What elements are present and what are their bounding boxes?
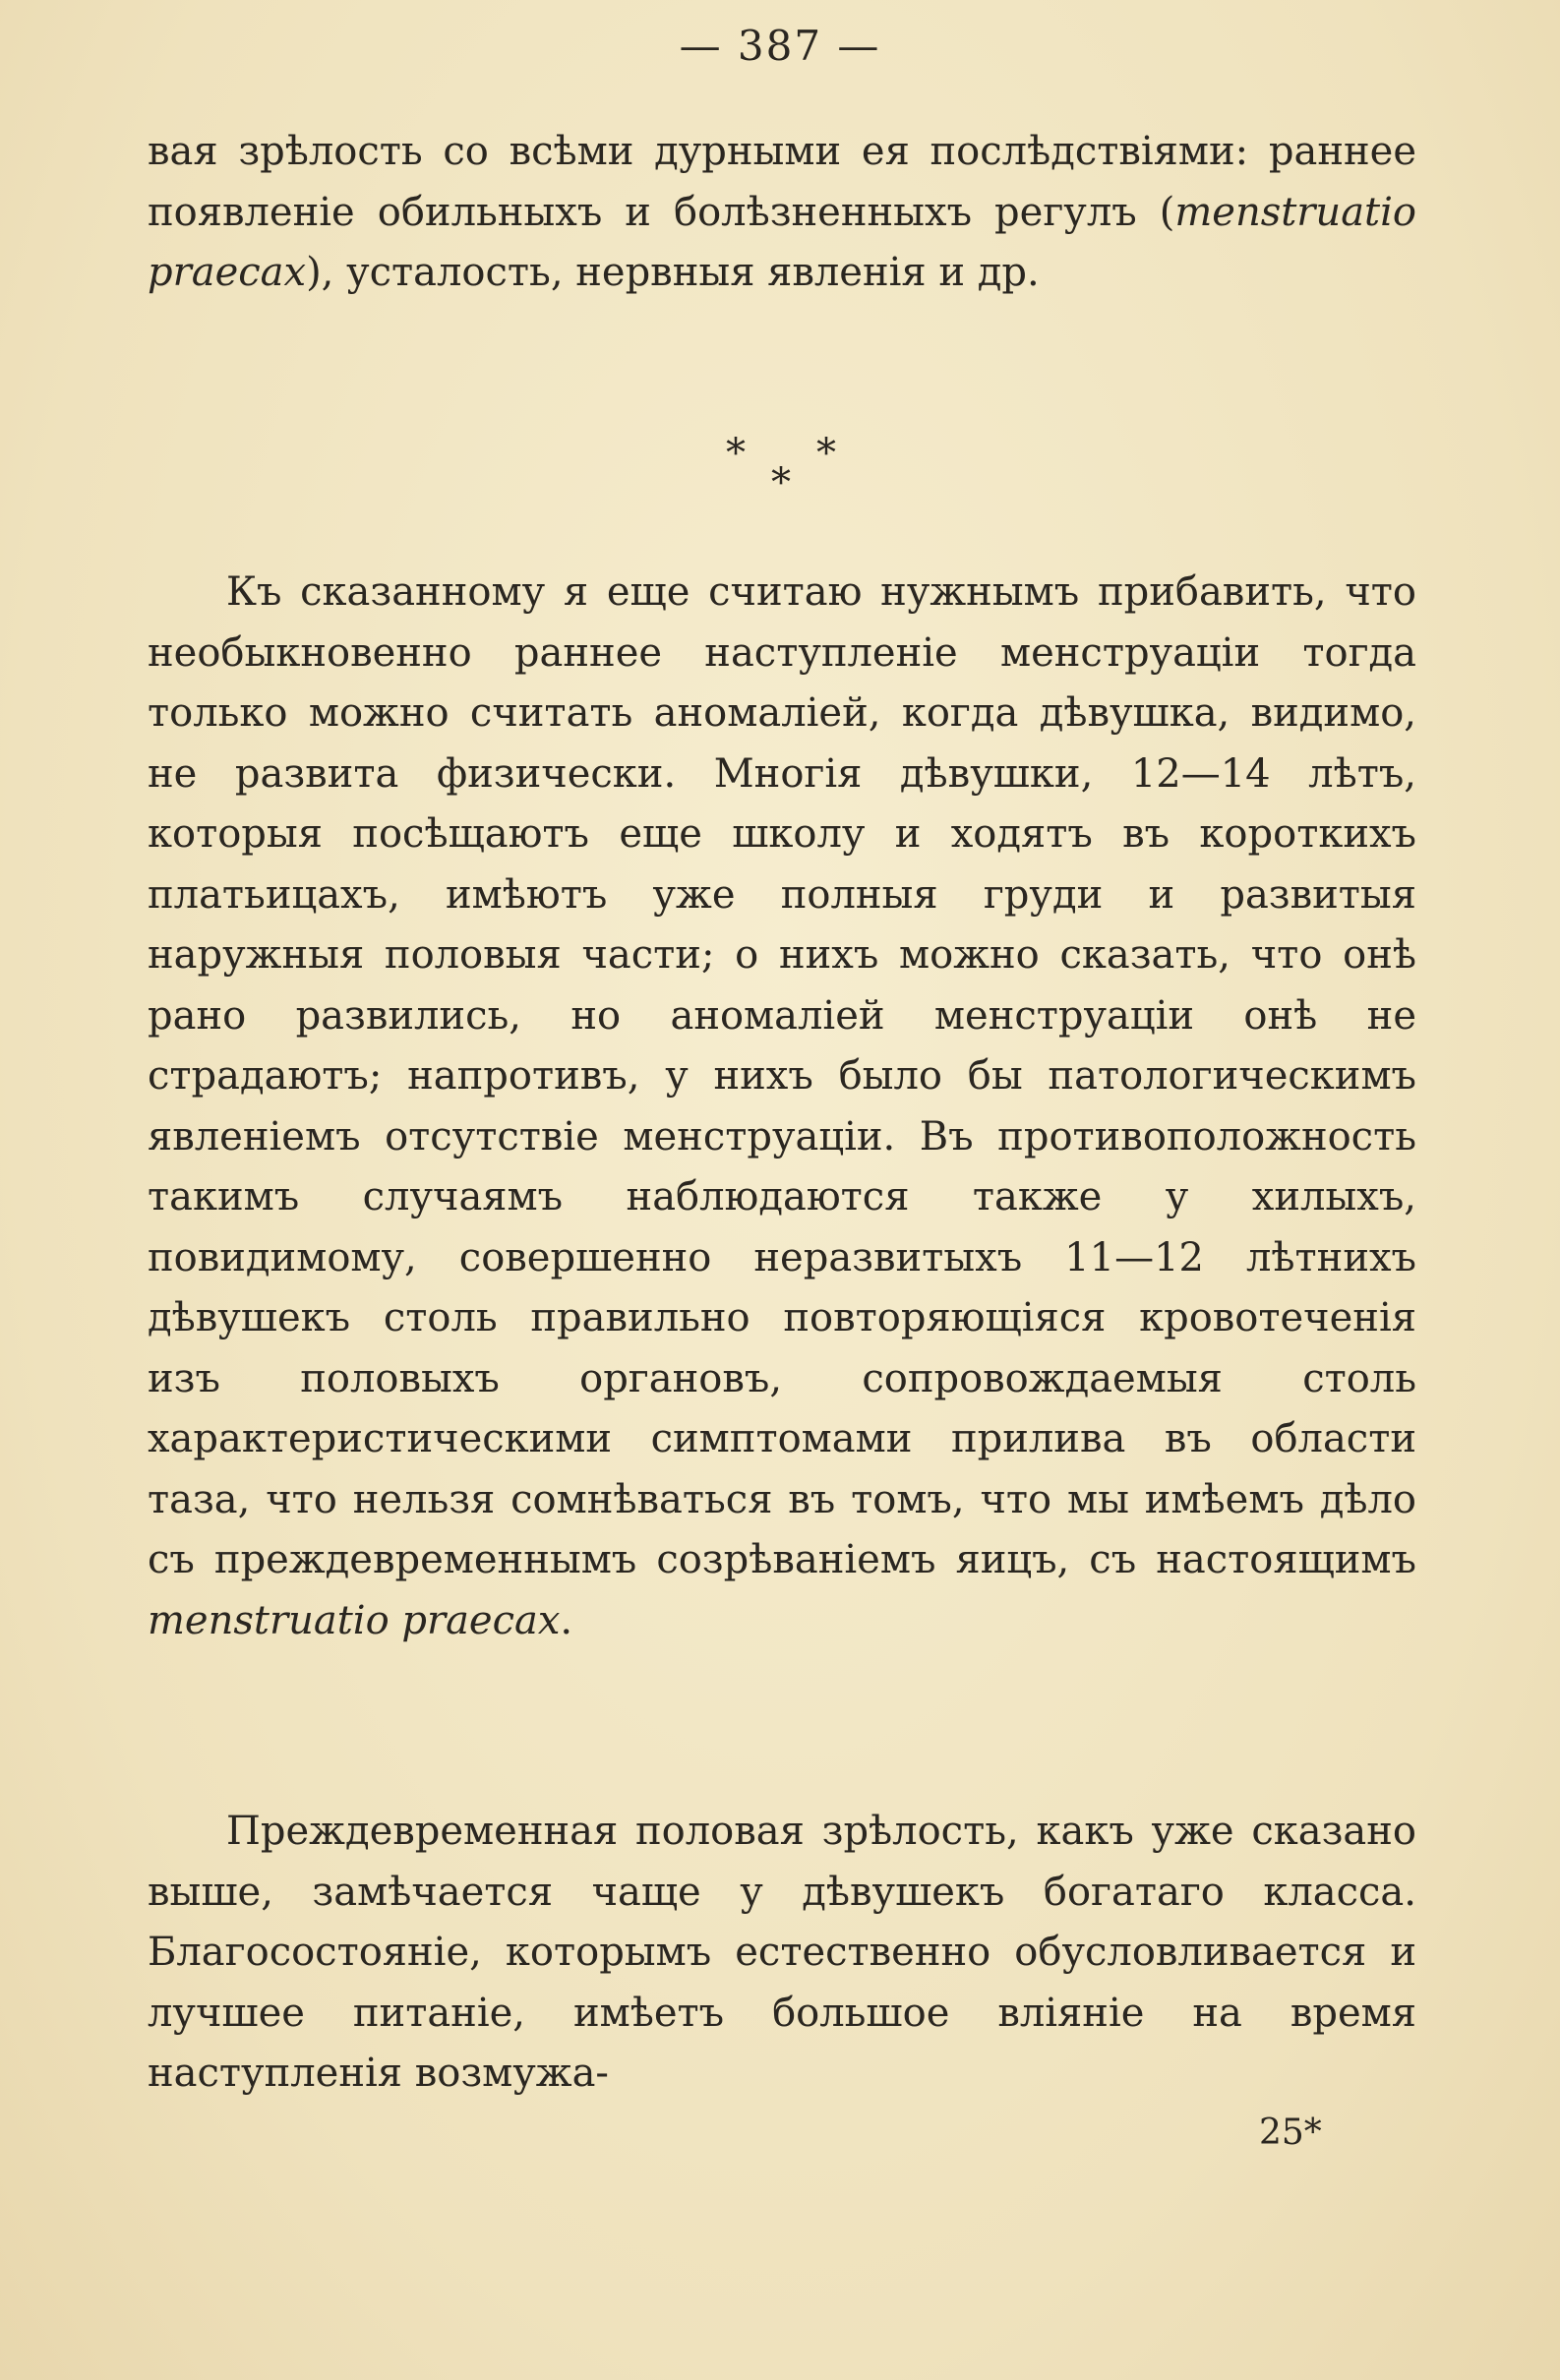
paragraph-1-text-end: ), усталость, нервныя явленія и др. bbox=[306, 250, 1040, 295]
asterism-divider bbox=[718, 431, 846, 506]
page-number: — 387 — bbox=[679, 22, 881, 70]
paragraph-1 bbox=[148, 122, 1416, 304]
paragraph-2-text: Къ сказанному я еще считаю нужнымъ прибавить, что необыкновенно раннее наступленіе менструаціи тогда только можно считать аномаліей, когда дѣвушка, видимо, не развита физически. Многія дѣвушки, 12—14 лѣтъ, которыя посѣщаютъ еще школу и ходятъ въ короткихъ платьицахъ, имѣютъ уже полныя груди и развитыя наружныя половыя части; о нихъ можно сказать, что онѣ рано развились, но аномаліей менструаціи онѣ не страдаютъ; напротивъ, у нихъ было бы патологическимъ явленіемъ отсутствіе менструаціи. Въ противоположность такимъ случаямъ наблюдаются также у хилыхъ, повидимому, совершенно неразвитыхъ 11—12 лѣтнихъ дѣвушекъ столь правильно повторяющіяся кровотеченія изъ половыхъ органовъ, сопровождаемыя столь характеристическими симптомами прилива въ области таза, что нельзя сомнѣваться въ томъ, что мы имѣемъ дѣло съ преждевременнымъ созрѣваніемъ яицъ, съ настоящимъ bbox=[148, 569, 1416, 1582]
printer-signature-mark: 25* bbox=[1259, 2112, 1322, 2153]
paragraph-2-italic-term: menstruatio praecax bbox=[148, 1597, 561, 1643]
paragraph-3 bbox=[148, 1802, 1416, 2105]
asterisk-2: * bbox=[816, 431, 836, 476]
paragraph-1-text: вая зрѣлость со всѣми дурными ея послѣдствіями: раннее появленіе обильныхъ и болѣзненныхъ регулъ ( bbox=[148, 129, 1416, 235]
paragraph-1-italic-term: menstruatio praecax bbox=[148, 189, 1416, 295]
asterisk-1: * bbox=[726, 431, 746, 476]
paragraph-2-text-end: . bbox=[560, 1597, 573, 1643]
paragraph-3-text: Преждевременная половая зрѣлость, какъ уже сказано выше, замѣчается чаще у дѣвушекъ богатаго класса. Благосостояніе, которымъ естественно обусловливается и лучшее питаніе, имѣетъ большое вліяніе на время наступленія возмужа- bbox=[148, 1809, 1416, 2096]
paragraph-2 bbox=[148, 563, 1416, 1651]
asterisk-3: * bbox=[771, 460, 791, 506]
